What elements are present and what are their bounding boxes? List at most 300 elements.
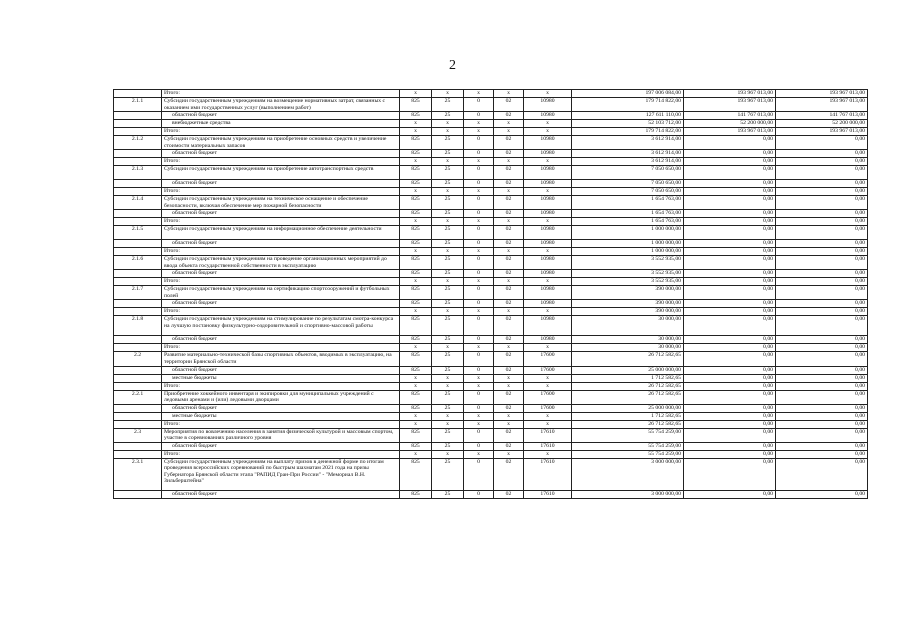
code-target: x: [524, 382, 572, 390]
code-target: 10980: [524, 336, 572, 344]
row-description: областной бюджет: [162, 336, 400, 344]
table-row: [114, 490, 868, 498]
code-subprogram: 0: [464, 180, 494, 188]
table-row: [114, 270, 868, 278]
row-description: Субсидии государственным учреждениям на выплату призов в денежной форме по итогам проведения всероссийских соревнований по быстрым шахматам 2021 года на призы Губернатора Брянской области этапа "РАПИД Гран-При России" - "Мемориал В.Н. Зильберштейна": [162, 458, 400, 490]
code-program: 25: [432, 490, 464, 498]
value-year-3: 0,00: [776, 412, 868, 420]
code-program: x: [432, 450, 464, 458]
value-year-1: 30 000,00: [572, 316, 684, 336]
value-year-2: 0,00: [684, 420, 776, 428]
code-target: 17600: [524, 352, 572, 366]
code-subprogram: 0: [464, 240, 494, 248]
value-year-1: 390 000,00: [572, 286, 684, 300]
table-row: [114, 166, 868, 180]
value-year-2: 193 967 013,00: [684, 128, 776, 136]
row-description: Итого:: [162, 420, 400, 428]
value-year-2: 0,00: [684, 240, 776, 248]
row-number: [114, 300, 162, 308]
row-description: областной бюджет: [162, 240, 400, 248]
code-program: x: [432, 248, 464, 256]
code-subprogram: 0: [464, 404, 494, 412]
code-subprogram: 0: [464, 352, 494, 366]
row-number: [114, 248, 162, 256]
table-row: [114, 240, 868, 248]
row-number: [114, 412, 162, 420]
value-year-1: 1 654 763,00: [572, 210, 684, 218]
code-event: x: [494, 248, 524, 256]
code-ministry: 825: [400, 180, 432, 188]
value-year-2: 0,00: [684, 316, 776, 336]
code-subprogram: x: [464, 412, 494, 420]
code-subprogram: 0: [464, 98, 494, 112]
code-event: 02: [494, 112, 524, 120]
code-subprogram: x: [464, 382, 494, 390]
value-year-1: 26 712 582,65: [572, 390, 684, 404]
row-number: [114, 240, 162, 248]
code-event: 02: [494, 180, 524, 188]
code-subprogram: x: [464, 450, 494, 458]
table-row: [114, 442, 868, 450]
table-row: [114, 248, 868, 256]
value-year-3: 0,00: [776, 442, 868, 450]
code-program: 25: [432, 196, 464, 210]
code-program: x: [432, 188, 464, 196]
table-row: [114, 218, 868, 226]
row-number: [114, 120, 162, 128]
value-year-3: 0,00: [776, 490, 868, 498]
value-year-3: 0,00: [776, 308, 868, 316]
row-number: 2.1.5: [114, 226, 162, 240]
table-row: [114, 278, 868, 286]
value-year-3: 193 967 013,00: [776, 98, 868, 112]
row-number: [114, 382, 162, 390]
code-event: x: [494, 308, 524, 316]
code-event: 02: [494, 166, 524, 180]
code-program: 25: [432, 458, 464, 490]
code-target: x: [524, 308, 572, 316]
row-description: Итого:: [162, 218, 400, 226]
row-description: областной бюджет: [162, 270, 400, 278]
table-row: [114, 308, 868, 316]
value-year-3: 0,00: [776, 196, 868, 210]
row-description: Итого:: [162, 90, 400, 98]
value-year-2: 0,00: [684, 458, 776, 490]
value-year-1: 3 000 000,00: [572, 490, 684, 498]
row-description: Субсидии государственным учреждениям на возмещение нормативных затрат, связанных с оказанием ими государственных услуг (выполнением работ): [162, 98, 400, 112]
code-subprogram: x: [464, 90, 494, 98]
code-program: 25: [432, 166, 464, 180]
row-number: 2.2.1: [114, 390, 162, 404]
code-subprogram: 0: [464, 300, 494, 308]
table-row: [114, 226, 868, 240]
code-event: x: [494, 218, 524, 226]
row-number: 2.1.3: [114, 166, 162, 180]
code-event: 02: [494, 286, 524, 300]
code-event: x: [494, 382, 524, 390]
code-program: 25: [432, 240, 464, 248]
value-year-1: 3 612 914,00: [572, 136, 684, 150]
value-year-3: 0,00: [776, 286, 868, 300]
code-program: x: [432, 90, 464, 98]
value-year-1: 197 006 084,00: [572, 90, 684, 98]
code-ministry: 825: [400, 390, 432, 404]
value-year-2: 0,00: [684, 450, 776, 458]
table-row: [114, 150, 868, 158]
code-ministry: 825: [400, 366, 432, 374]
row-description: Итого:: [162, 344, 400, 352]
code-event: 02: [494, 240, 524, 248]
value-year-3: 0,00: [776, 366, 868, 374]
value-year-3: 0,00: [776, 248, 868, 256]
value-year-3: 0,00: [776, 278, 868, 286]
code-target: x: [524, 248, 572, 256]
code-program: x: [432, 278, 464, 286]
code-subprogram: 0: [464, 390, 494, 404]
code-ministry: 825: [400, 300, 432, 308]
row-description: областной бюджет: [162, 180, 400, 188]
code-event: x: [494, 120, 524, 128]
value-year-1: 3 552 935,00: [572, 270, 684, 278]
value-year-3: 0,00: [776, 344, 868, 352]
value-year-3: 141 767 013,00: [776, 112, 868, 120]
code-event: 02: [494, 442, 524, 450]
code-event: 02: [494, 352, 524, 366]
value-year-2: 0,00: [684, 336, 776, 344]
value-year-2: 0,00: [684, 196, 776, 210]
row-number: [114, 158, 162, 166]
value-year-1: 30 000,00: [572, 344, 684, 352]
code-event: x: [494, 420, 524, 428]
row-description: Итого:: [162, 158, 400, 166]
row-description: Итого:: [162, 278, 400, 286]
code-ministry: 825: [400, 150, 432, 158]
table-row: [114, 404, 868, 412]
code-program: x: [432, 128, 464, 136]
table-row: [114, 450, 868, 458]
code-program: 25: [432, 210, 464, 218]
code-event: 02: [494, 404, 524, 412]
code-program: 25: [432, 336, 464, 344]
value-year-1: 3 612 914,00: [572, 150, 684, 158]
code-ministry: 825: [400, 316, 432, 336]
row-description: Субсидии государственным учреждениям на приобретение автотранспортных средств: [162, 166, 400, 180]
code-target: x: [524, 450, 572, 458]
table-row: [114, 120, 868, 128]
code-ministry: x: [400, 188, 432, 196]
code-event: x: [494, 128, 524, 136]
code-program: 25: [432, 428, 464, 442]
row-description: Субсидии государственным учреждениям на техническое оснащение и обеспечение безопасности, включая обеспечение мер пожарной безопасности: [162, 196, 400, 210]
code-program: 25: [432, 352, 464, 366]
value-year-3: 0,00: [776, 382, 868, 390]
code-ministry: 825: [400, 136, 432, 150]
row-description: Итого:: [162, 128, 400, 136]
value-year-3: 0,00: [776, 180, 868, 188]
code-ministry: 825: [400, 270, 432, 278]
code-subprogram: x: [464, 248, 494, 256]
code-ministry: x: [400, 120, 432, 128]
value-year-2: 0,00: [684, 308, 776, 316]
code-target: 10980: [524, 286, 572, 300]
code-target: x: [524, 120, 572, 128]
code-program: 25: [432, 150, 464, 158]
table-row: [114, 336, 868, 344]
code-ministry: 825: [400, 458, 432, 490]
code-subprogram: x: [464, 218, 494, 226]
row-description: Итого:: [162, 248, 400, 256]
value-year-1: 7 050 650,00: [572, 166, 684, 180]
code-target: 10980: [524, 256, 572, 270]
code-target: 10980: [524, 270, 572, 278]
code-target: 17610: [524, 428, 572, 442]
code-event: x: [494, 374, 524, 382]
code-program: 25: [432, 286, 464, 300]
code-subprogram: x: [464, 374, 494, 382]
value-year-3: 0,00: [776, 150, 868, 158]
value-year-1: 7 050 650,00: [572, 180, 684, 188]
value-year-3: 0,00: [776, 240, 868, 248]
value-year-3: 0,00: [776, 136, 868, 150]
row-description: Итого:: [162, 382, 400, 390]
value-year-3: 0,00: [776, 420, 868, 428]
table-row: [114, 382, 868, 390]
code-program: 25: [432, 270, 464, 278]
value-year-2: 0,00: [684, 210, 776, 218]
code-program: 25: [432, 226, 464, 240]
value-year-1: 30 000,00: [572, 336, 684, 344]
row-number: 2.1.8: [114, 316, 162, 336]
table-row: [114, 98, 868, 112]
code-target: x: [524, 188, 572, 196]
row-number: 2.3.1: [114, 458, 162, 490]
row-number: [114, 218, 162, 226]
code-program: x: [432, 158, 464, 166]
value-year-1: 1 712 582,65: [572, 374, 684, 382]
code-target: 10980: [524, 316, 572, 336]
value-year-3: 0,00: [776, 352, 868, 366]
code-target: 10980: [524, 98, 572, 112]
code-program: 25: [432, 300, 464, 308]
code-target: x: [524, 218, 572, 226]
code-subprogram: 0: [464, 270, 494, 278]
value-year-1: 55 754 259,00: [572, 442, 684, 450]
row-number: [114, 490, 162, 498]
row-description: Развитие материально-технической базы спортивных объектов, вводимых в эксплуатацию, на территории Брянской области: [162, 352, 400, 366]
value-year-2: 0,00: [684, 366, 776, 374]
table-row: [114, 196, 868, 210]
code-event: 02: [494, 428, 524, 442]
row-description: Субсидии государственным учреждениям на информационное обеспечение деятельности: [162, 226, 400, 240]
row-number: 2.1.7: [114, 286, 162, 300]
code-event: 02: [494, 270, 524, 278]
table-row: [114, 158, 868, 166]
code-target: x: [524, 278, 572, 286]
value-year-3: 0,00: [776, 226, 868, 240]
code-program: x: [432, 120, 464, 128]
value-year-3: 0,00: [776, 316, 868, 336]
value-year-3: 0,00: [776, 450, 868, 458]
code-subprogram: x: [464, 188, 494, 196]
code-event: x: [494, 188, 524, 196]
code-event: x: [494, 344, 524, 352]
row-number: [114, 112, 162, 120]
code-program: x: [432, 374, 464, 382]
code-ministry: 825: [400, 210, 432, 218]
value-year-2: 0,00: [684, 278, 776, 286]
table-row: [114, 316, 868, 336]
row-description: внебюджетные средства: [162, 120, 400, 128]
table-row: [114, 210, 868, 218]
value-year-2: 0,00: [684, 404, 776, 412]
code-event: 02: [494, 226, 524, 240]
code-event: 02: [494, 300, 524, 308]
value-year-2: 0,00: [684, 286, 776, 300]
row-number: [114, 180, 162, 188]
page-number: 2: [449, 58, 456, 73]
table-row: [114, 344, 868, 352]
value-year-2: 0,00: [684, 136, 776, 150]
code-target: x: [524, 128, 572, 136]
budget-table: [113, 89, 868, 499]
value-year-1: 1 654 763,00: [572, 196, 684, 210]
code-ministry: x: [400, 450, 432, 458]
value-year-2: 0,00: [684, 374, 776, 382]
value-year-1: 3 000 000,00: [572, 458, 684, 490]
row-number: [114, 308, 162, 316]
code-target: 10980: [524, 150, 572, 158]
value-year-2: 0,00: [684, 166, 776, 180]
row-number: [114, 128, 162, 136]
code-subprogram: x: [464, 344, 494, 352]
value-year-1: 3 612 914,00: [572, 158, 684, 166]
value-year-1: 7 050 650,00: [572, 188, 684, 196]
row-description: Субсидии государственным учреждениям на стимулирование по результатам смотра-конкурса на лучшую постановку физкультурно-оздоровительной и спортивно-массовой работы: [162, 316, 400, 336]
row-number: [114, 90, 162, 98]
value-year-1: 3 552 935,00: [572, 256, 684, 270]
value-year-1: 1 712 582,65: [572, 412, 684, 420]
value-year-2: 0,00: [684, 270, 776, 278]
code-ministry: 825: [400, 352, 432, 366]
code-subprogram: x: [464, 278, 494, 286]
code-ministry: x: [400, 278, 432, 286]
value-year-2: 193 967 013,00: [684, 98, 776, 112]
code-event: x: [494, 278, 524, 286]
value-year-1: 1 000 000,00: [572, 248, 684, 256]
code-event: 02: [494, 150, 524, 158]
code-target: x: [524, 344, 572, 352]
code-ministry: 825: [400, 428, 432, 442]
code-ministry: x: [400, 412, 432, 420]
row-description: областной бюджет: [162, 442, 400, 450]
code-ministry: x: [400, 248, 432, 256]
value-year-3: 52 200 000,00: [776, 120, 868, 128]
code-program: 25: [432, 180, 464, 188]
code-event: 02: [494, 256, 524, 270]
row-number: [114, 270, 162, 278]
table-row: [114, 428, 868, 442]
table-row: [114, 286, 868, 300]
table-row: [114, 180, 868, 188]
row-number: 2.1.2: [114, 136, 162, 150]
value-year-1: 26 712 582,65: [572, 352, 684, 366]
code-subprogram: 0: [464, 458, 494, 490]
table-row: [114, 390, 868, 404]
row-number: [114, 336, 162, 344]
code-subprogram: 0: [464, 136, 494, 150]
code-ministry: x: [400, 128, 432, 136]
code-subprogram: 0: [464, 196, 494, 210]
code-subprogram: 0: [464, 442, 494, 450]
table-row: [114, 136, 868, 150]
code-program: 25: [432, 98, 464, 112]
value-year-2: 0,00: [684, 150, 776, 158]
code-ministry: 825: [400, 112, 432, 120]
code-target: 10980: [524, 136, 572, 150]
code-subprogram: 0: [464, 366, 494, 374]
value-year-1: 179 714 822,00: [572, 98, 684, 112]
value-year-2: 193 967 013,00: [684, 90, 776, 98]
code-program: x: [432, 308, 464, 316]
code-subprogram: 0: [464, 490, 494, 498]
code-target: 17600: [524, 404, 572, 412]
code-subprogram: x: [464, 308, 494, 316]
row-description: областной бюджет: [162, 366, 400, 374]
value-year-1: 390 000,00: [572, 300, 684, 308]
value-year-1: 55 754 259,00: [572, 450, 684, 458]
value-year-3: 0,00: [776, 166, 868, 180]
table-row: [114, 112, 868, 120]
code-event: 02: [494, 196, 524, 210]
code-program: 25: [432, 256, 464, 270]
table-row: [114, 420, 868, 428]
row-number: [114, 366, 162, 374]
row-number: [114, 450, 162, 458]
value-year-2: 52 200 000,00: [684, 120, 776, 128]
value-year-1: 179 714 822,00: [572, 128, 684, 136]
code-event: x: [494, 412, 524, 420]
code-ministry: x: [400, 382, 432, 390]
code-event: 02: [494, 390, 524, 404]
code-target: x: [524, 420, 572, 428]
row-number: 2.2: [114, 352, 162, 366]
code-target: 17600: [524, 366, 572, 374]
row-number: [114, 442, 162, 450]
table-row: [114, 366, 868, 374]
value-year-2: 0,00: [684, 256, 776, 270]
code-event: 02: [494, 458, 524, 490]
value-year-3: 0,00: [776, 300, 868, 308]
value-year-1: 55 754 259,00: [572, 428, 684, 442]
code-target: 10980: [524, 240, 572, 248]
value-year-3: 0,00: [776, 404, 868, 412]
code-target: 17610: [524, 490, 572, 498]
value-year-3: 0,00: [776, 158, 868, 166]
value-year-2: 0,00: [684, 344, 776, 352]
row-number: [114, 344, 162, 352]
code-program: 25: [432, 136, 464, 150]
table-row: [114, 256, 868, 270]
value-year-1: 26 712 582,65: [572, 382, 684, 390]
value-year-3: 0,00: [776, 428, 868, 442]
value-year-1: 127 611 110,00: [572, 112, 684, 120]
row-description: Субсидии государственным учреждениям на сертификацию спортсооружений и футбольных полей: [162, 286, 400, 300]
row-number: 2.1.6: [114, 256, 162, 270]
code-ministry: x: [400, 374, 432, 382]
value-year-3: 0,00: [776, 374, 868, 382]
code-ministry: x: [400, 218, 432, 226]
code-subprogram: 0: [464, 166, 494, 180]
